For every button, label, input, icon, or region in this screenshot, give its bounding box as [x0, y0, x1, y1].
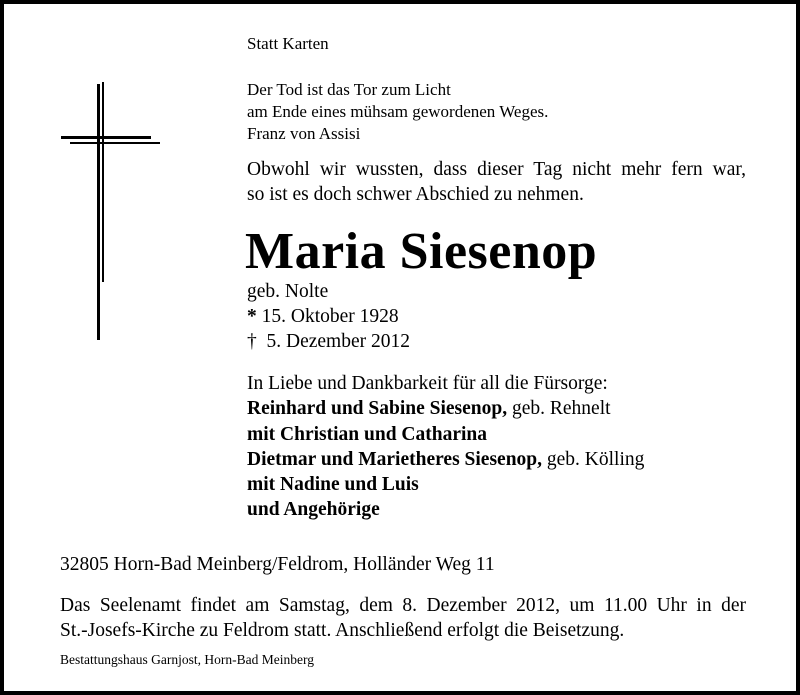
- death-symbol: †: [247, 331, 257, 352]
- quote-line-2: am Ende eines mühsam gewordenen Weges.: [247, 102, 549, 121]
- deceased-name: Maria Siesenop: [245, 223, 598, 280]
- birth-name: geb. Nolte: [247, 281, 329, 302]
- statt-karten: Statt Karten: [247, 34, 329, 53]
- intro-line-1: Obwohl wir wussten, dass dieser Tag nicht mehr fern war,: [247, 159, 746, 180]
- service-line-1: Das Seelenamt findet am Samstag, dem 8. Dezember 2012, um 11.00 Uhr in der: [60, 595, 746, 616]
- address: 32805 Horn-Bad Meinberg/Feldrom, Holländer Weg 11: [60, 554, 495, 575]
- intro-line-2: so ist es doch schwer Abschied zu nehmen.: [247, 184, 584, 205]
- mourners-line-5: und Angehörige: [247, 499, 380, 520]
- service-line-2: St.-Josefs-Kirche zu Feldrom statt. Anschließend erfolgt die Beisetzung.: [60, 620, 625, 641]
- birth-line: [247, 306, 399, 328]
- quote-line-1: Der Tod ist das Tor zum Licht: [247, 80, 451, 99]
- mourners-intro: In Liebe und Dankbarkeit für all die Fürsorge:: [247, 373, 608, 394]
- mourners-line-3: Dietmar und Marietheres Siesenop, geb. Kölling: [247, 449, 645, 470]
- birth-date: 15. Oktober 1928: [261, 306, 399, 327]
- death-line: [247, 331, 410, 353]
- funeral-home: Bestattungshaus Garnjost, Horn-Bad Meinberg: [60, 652, 314, 667]
- quote-author: Franz von Assisi: [247, 124, 361, 143]
- mourners-line-4: mit Nadine und Luis: [247, 474, 419, 495]
- birth-symbol: *: [247, 306, 257, 327]
- mourners-line-2: mit Christian und Catharina: [247, 424, 487, 445]
- death-date: 5. Dezember 2012: [266, 331, 410, 352]
- mourners-line-1: Reinhard und Sabine Siesenop, geb. Rehnelt: [247, 398, 611, 419]
